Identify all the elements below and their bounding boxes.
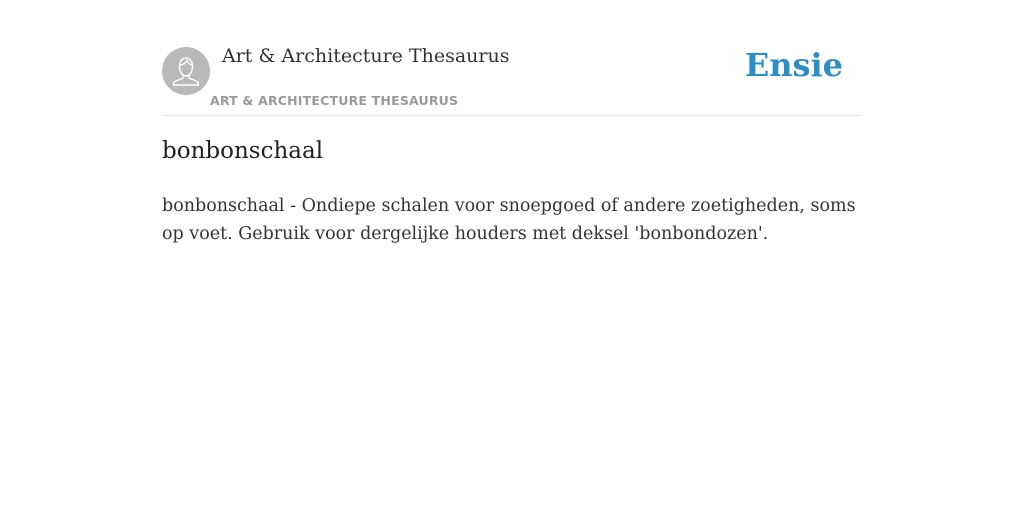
site-subtitle: ART & ARCHITECTURE THESAURUS bbox=[210, 93, 459, 108]
user-silhouette-icon bbox=[162, 47, 210, 95]
ensie-logo[interactable]: Ensie bbox=[744, 46, 843, 84]
site-title[interactable]: Art & Architecture Thesaurus bbox=[222, 45, 510, 67]
header bbox=[162, 0, 862, 116]
page-container bbox=[162, 0, 862, 244]
entry-title: bonbonschaal bbox=[162, 138, 324, 164]
avatar[interactable] bbox=[162, 47, 210, 95]
entry-definition: bonbonschaal - Ondiepe schalen voor snoepgoed of andere zoetigheden, soms op voet. Gebruik voor dergelijke houders met deksel 'bonbondozen'. bbox=[162, 196, 856, 244]
